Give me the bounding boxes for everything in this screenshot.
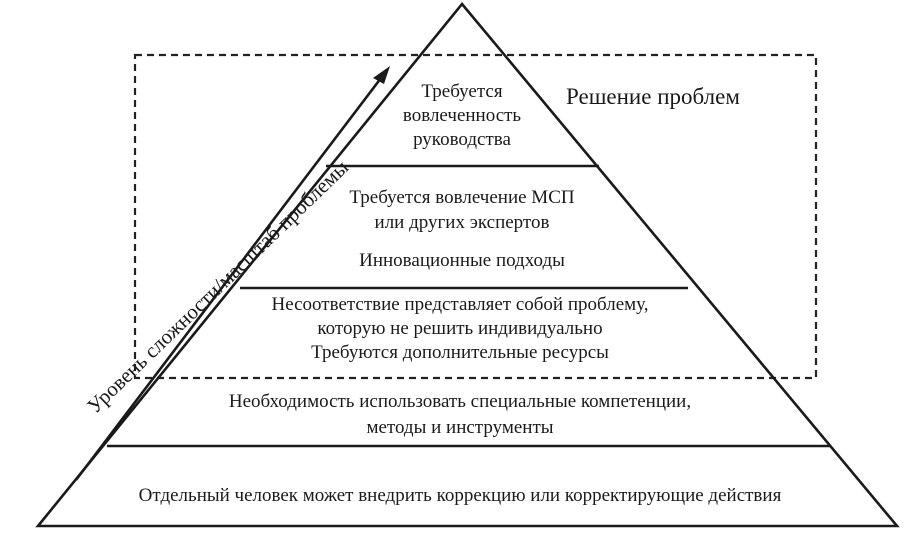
tier-4-line: Необходимость использовать специальные компетенции, xyxy=(228,391,692,412)
tier-5-label xyxy=(60,484,860,508)
tier-3-line: Требуются дополнительные ресурсы xyxy=(311,342,609,363)
tier-1-label xyxy=(362,80,562,152)
tier-3-line: которую не решить индивидуально xyxy=(317,318,603,339)
axis-label: Уровень сложности/масштаб проблемы xyxy=(82,155,354,419)
tier-2-line: Инновационные подходы xyxy=(359,250,565,271)
tier-4-label xyxy=(150,390,770,440)
tier-3-label xyxy=(210,293,710,365)
tier-2-line: Требуется вовлечение МСП xyxy=(349,187,575,208)
tier-5-line: Отдельный человек может внедрить коррекцию или корректирующие действия xyxy=(138,485,782,506)
tier-1-line: руководства xyxy=(413,129,511,150)
tier-2-line: или других экспертов xyxy=(374,212,550,233)
tier-1-line: Требуется xyxy=(421,81,503,102)
tier-2-label xyxy=(312,186,612,273)
tier-3-line: Несоответствие представляет собой проблему, xyxy=(271,294,649,315)
tier-1-line: вовлеченность xyxy=(402,105,522,126)
tier-4-line: методы и инструменты xyxy=(366,417,554,438)
problem-solving-label: Решение проблем xyxy=(566,84,740,109)
